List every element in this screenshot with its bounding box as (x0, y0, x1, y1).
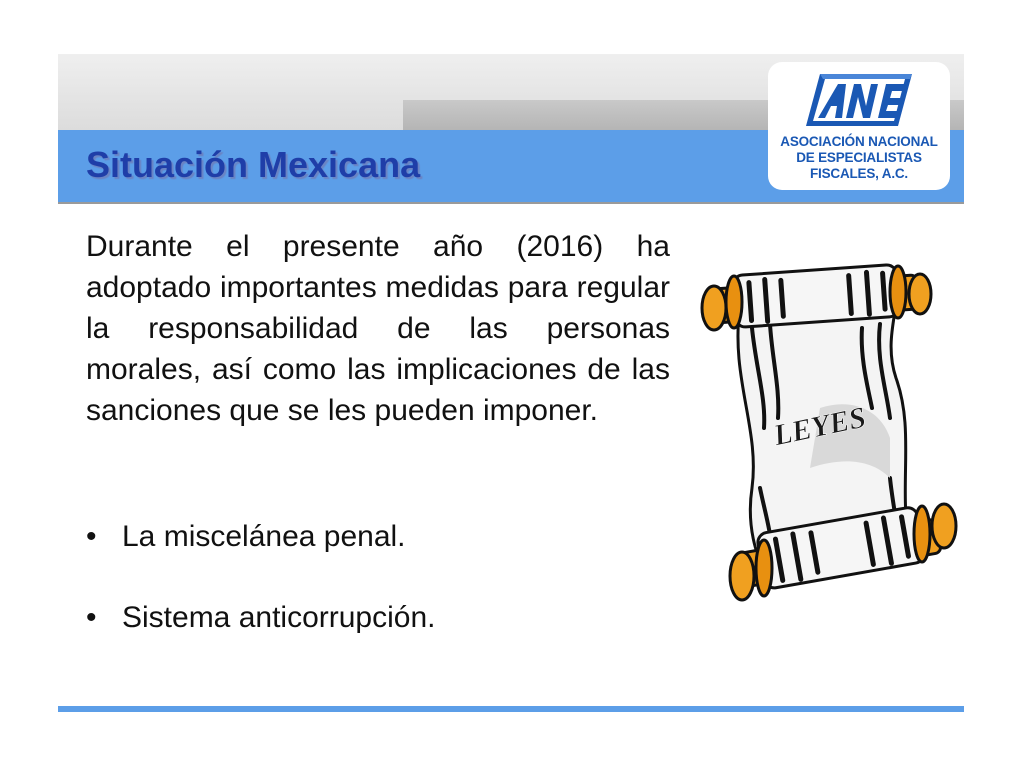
bullet-marker: • (86, 601, 97, 634)
body-paragraph: Durante el presente año (2016) ha adoptado importantes medidas para regular la responsabilidad de las personas morales, así como las implicaciones de las sanciones que se les pueden imponer. (86, 230, 670, 427)
bullet-text: Sistema anticorrupción. (122, 601, 436, 634)
bullet-marker: • (86, 520, 97, 553)
logo-line-2: DE ESPECIALISTAS (796, 150, 922, 165)
logo (768, 62, 950, 190)
logo-line-3: FISCALES, A.C. (810, 166, 908, 181)
slide-title: Situación Mexicana (86, 144, 421, 185)
bullet-list (86, 516, 670, 678)
bullet-text: La miscelánea penal. (122, 520, 406, 553)
footer-divider (58, 706, 964, 712)
law-scroll-icon (700, 258, 962, 610)
scroll-label-text: LEYES (770, 400, 869, 453)
logo-text (768, 134, 950, 182)
header-divider (58, 202, 964, 204)
top-roller (702, 264, 931, 330)
ane-logo-mark-icon (802, 70, 914, 130)
bullet-item (86, 516, 670, 557)
logo-line-1: ASOCIACIÓN NACIONAL (780, 134, 938, 149)
bullet-item (86, 597, 670, 638)
